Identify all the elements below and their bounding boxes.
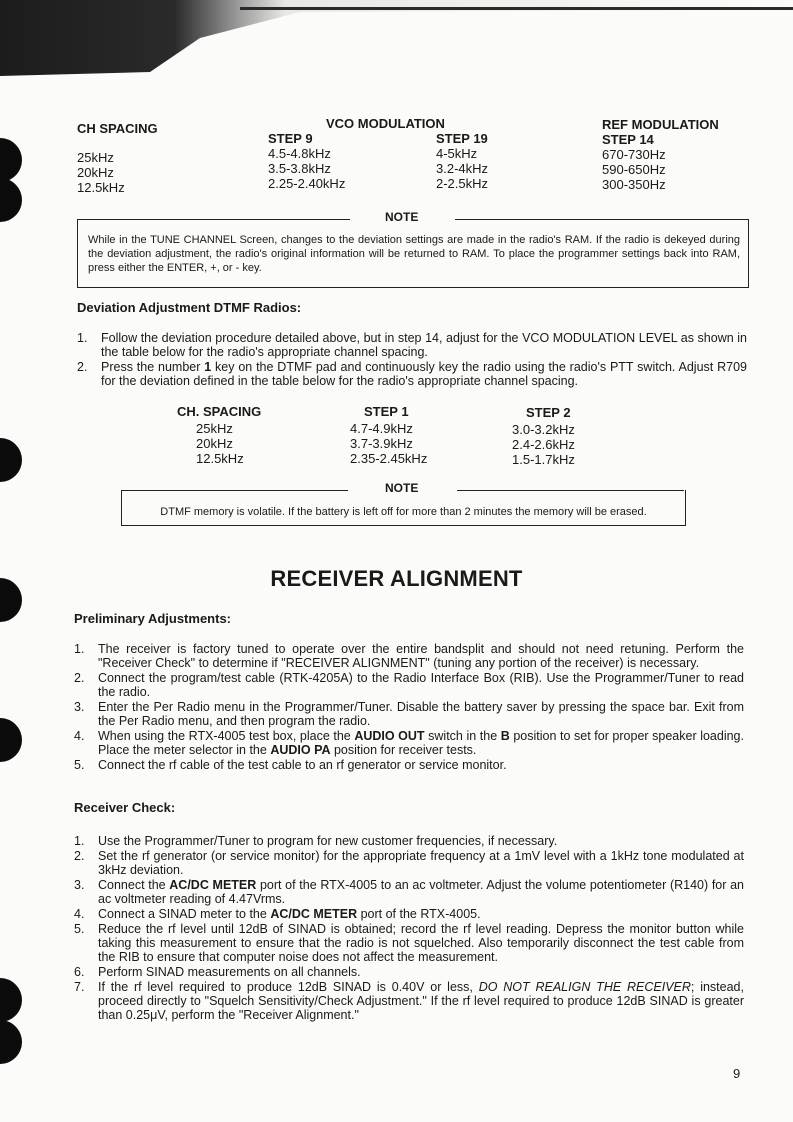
step14-header: STEP 14 xyxy=(602,132,654,147)
binder-hole xyxy=(0,978,22,1022)
list-number: 1. xyxy=(74,642,85,656)
section-title: RECEIVER ALIGNMENT xyxy=(270,566,523,591)
dtmf-steps xyxy=(77,331,747,389)
list-text-bold: B xyxy=(500,729,510,743)
list-text-bold: AC/DC METER xyxy=(169,878,257,892)
list-item xyxy=(74,980,744,1022)
list-item xyxy=(74,907,744,921)
step9-header: STEP 9 xyxy=(268,131,313,146)
table-cell: 20kHz xyxy=(77,165,114,180)
binder-hole xyxy=(0,138,22,182)
table-cell: 4.5-4.8kHz xyxy=(268,146,331,161)
list-item xyxy=(74,700,744,728)
list-text: port of the RTX-4005 to an ac voltmeter. Adjust the volume potentiometer (R140) for an ac voltmeter reading of 4.47Vrms. xyxy=(98,878,744,906)
receiver-check-steps xyxy=(74,834,744,1023)
spacing-column xyxy=(196,421,244,466)
step14-column xyxy=(602,147,666,192)
step19-header: STEP 19 xyxy=(436,131,488,146)
list-number: 5. xyxy=(74,758,85,772)
dtmf-heading: Deviation Adjustment DTMF Radios: xyxy=(77,300,302,315)
table-cell: 3.2-4kHz xyxy=(436,161,489,176)
table-cell: 20kHz xyxy=(196,436,233,451)
step19-column xyxy=(436,146,488,191)
note-frame xyxy=(77,219,749,288)
table-cell: 2.4-2.6kHz xyxy=(512,437,575,452)
ch-spacing-header: CH. SPACING xyxy=(177,404,262,419)
list-text-bold: AC/DC METER xyxy=(270,907,358,921)
list-number: 3. xyxy=(74,878,85,892)
list-text: If the rf level required to produce 12dB SINAD is 0.40V or less, xyxy=(98,980,479,994)
preliminary-steps xyxy=(74,642,744,773)
list-text: Connect the xyxy=(98,878,170,892)
table-cell: 12.5kHz xyxy=(77,180,125,195)
note-frame xyxy=(121,490,686,526)
step9-column xyxy=(268,146,345,191)
list-item xyxy=(77,360,747,388)
list-text: Press the number xyxy=(101,360,205,374)
list-number: 4. xyxy=(74,729,85,743)
table-cell: 25kHz xyxy=(77,150,114,165)
list-text: port of the RTX-4005. xyxy=(357,907,481,921)
table-cell: 4.7-4.9kHz xyxy=(350,421,413,436)
table-cell: 3.7-3.9kHz xyxy=(350,436,413,451)
list-item xyxy=(74,671,744,699)
list-text: ; instead, proceed directly to "Squelch Sensitivity/Check Adjustment." If the rf level required to produce 12dB SINAD is greater than 0.25μV, perform the "Receiver Alignment." xyxy=(98,980,744,1022)
list-item xyxy=(74,878,744,906)
table-cell: 670-730Hz xyxy=(602,147,666,162)
step2-column xyxy=(512,422,575,467)
ref-modulation-header: REF MODULATION xyxy=(602,117,719,132)
list-text: When using the RTX-4005 test box, place the xyxy=(98,729,355,743)
list-number: 4. xyxy=(74,907,85,921)
list-number: 1. xyxy=(74,834,85,848)
list-item xyxy=(74,965,744,979)
list-number: 6. xyxy=(74,965,85,979)
note-label: NOTE xyxy=(385,210,419,224)
list-number: 1. xyxy=(77,331,88,345)
list-number: 5. xyxy=(74,922,85,936)
table-cell: 4-5kHz xyxy=(436,146,478,161)
list-text: Connect a SINAD meter to the xyxy=(98,907,271,921)
note-text: While in the TUNE CHANNEL Screen, changes to the deviation settings are made in the radio's RAM. If the radio is dekeyed during the deviation adjustment, the radio's original information will be returned to RAM. To place the programmer settings back into RAM, press either the ENTER, +, or - key. xyxy=(88,234,740,274)
table-cell: 3.5-3.8kHz xyxy=(268,161,331,176)
list-text: Perform SINAD measurements on all channels. xyxy=(98,965,361,979)
list-text: Use the Programmer/Tuner to program for new customer frequencies, if necessary. xyxy=(98,834,558,848)
header-wedge-graphic xyxy=(0,0,793,78)
step2-header: STEP 2 xyxy=(526,405,571,420)
list-text: Enter the Per Radio menu in the Programmer/Tuner. Disable the battery saver by pressing the space bar. Exit from the Per Radio menu, and then program the radio. xyxy=(98,700,744,728)
list-text: Set the rf generator (or service monitor) for the appropriate frequency at a 1mV level with a 1kHz tone modulated at 3kHz deviation. xyxy=(98,849,744,877)
preliminary-heading: Preliminary Adjustments: xyxy=(74,611,232,626)
list-text: The receiver is factory tuned to operate over the entire bandsplit and should not need retuning. Perform the "Receiver Check" to determine if "RECEIVER ALIGNMENT" (tuning any portion of the receiver) is necessary. xyxy=(98,642,744,670)
list-text: Connect the program/test cable (RTK-4205A) to the Radio Interface Box (RIB). Use the Programmer/Tuner to read the radio. xyxy=(98,671,744,699)
table-cell: 1.5-1.7kHz xyxy=(512,452,575,467)
header-banner xyxy=(0,0,793,78)
binder-hole xyxy=(0,438,22,482)
table-cell: 3.0-3.2kHz xyxy=(512,422,575,437)
list-number: 2. xyxy=(74,671,85,685)
receiver-check-heading: Receiver Check: xyxy=(74,800,176,815)
spacing-column xyxy=(77,150,125,195)
list-text: switch in the xyxy=(424,729,501,743)
vco-modulation-header: VCO MODULATION xyxy=(326,116,445,131)
list-item xyxy=(74,849,744,877)
table-cell: 2-2.5kHz xyxy=(436,176,489,191)
list-item xyxy=(77,331,747,359)
table-cell: 12.5kHz xyxy=(196,451,244,466)
list-text: position to set for proper speaker loading. Place the meter selector in the xyxy=(98,729,744,757)
list-number: 2. xyxy=(74,849,85,863)
table-cell: 590-650Hz xyxy=(602,162,666,177)
list-text-bold: AUDIO OUT xyxy=(354,729,425,743)
step1-header: STEP 1 xyxy=(364,404,409,419)
step1-column xyxy=(350,421,427,466)
list-item xyxy=(74,758,744,772)
list-number: 7. xyxy=(74,980,85,994)
list-item xyxy=(74,642,744,670)
list-item xyxy=(74,922,744,964)
list-text: key on the DTMF pad and continuously key the radio using the radio's PTT switch. Adjust R709 for the deviation defined in the table below for the radio's appropriate channel spacing. xyxy=(101,360,747,388)
list-text-bold: AUDIO PA xyxy=(270,743,331,757)
list-text: Follow the deviation procedure detailed above, but in step 14, adjust for the VCO MODULATION LEVEL as shown in the table below for the radio's appropriate channel spacing. xyxy=(101,331,747,359)
note-label: NOTE xyxy=(385,481,419,495)
binder-hole xyxy=(0,718,22,762)
list-text: position for receiver tests. xyxy=(330,743,477,757)
list-number: 3. xyxy=(74,700,85,714)
note-text: DTMF memory is volatile. If the battery is left off for more than 2 minutes the memory will be erased. xyxy=(160,506,647,518)
list-item xyxy=(74,834,744,848)
binder-hole xyxy=(0,178,22,222)
table-cell: 300-350Hz xyxy=(602,177,666,192)
page-number: 9 xyxy=(733,1066,741,1081)
list-item xyxy=(74,729,744,757)
list-text-bold: 1 xyxy=(204,360,212,374)
list-text-italic: DO NOT REALIGN THE RECEIVER xyxy=(478,980,691,994)
binder-hole xyxy=(0,1020,22,1064)
table-cell: 2.35-2.45kHz xyxy=(350,451,428,466)
ch-spacing-header: CH SPACING xyxy=(77,121,158,136)
table-cell: 25kHz xyxy=(196,421,233,436)
list-number: 2. xyxy=(77,360,88,374)
table-cell: 2.25-2.40kHz xyxy=(268,176,346,191)
list-text: Connect the rf cable of the test cable to an rf generator or service monitor. xyxy=(98,758,507,772)
list-text: Reduce the rf level until 12dB of SINAD is obtained; record the rf level reading. Depress the monitor button while taking this measurement to ensure that the radio is not squelched. Also temporarily disconnect the test cable from the RIB to ensure that computer noise does not affect the measurement. xyxy=(98,922,744,964)
